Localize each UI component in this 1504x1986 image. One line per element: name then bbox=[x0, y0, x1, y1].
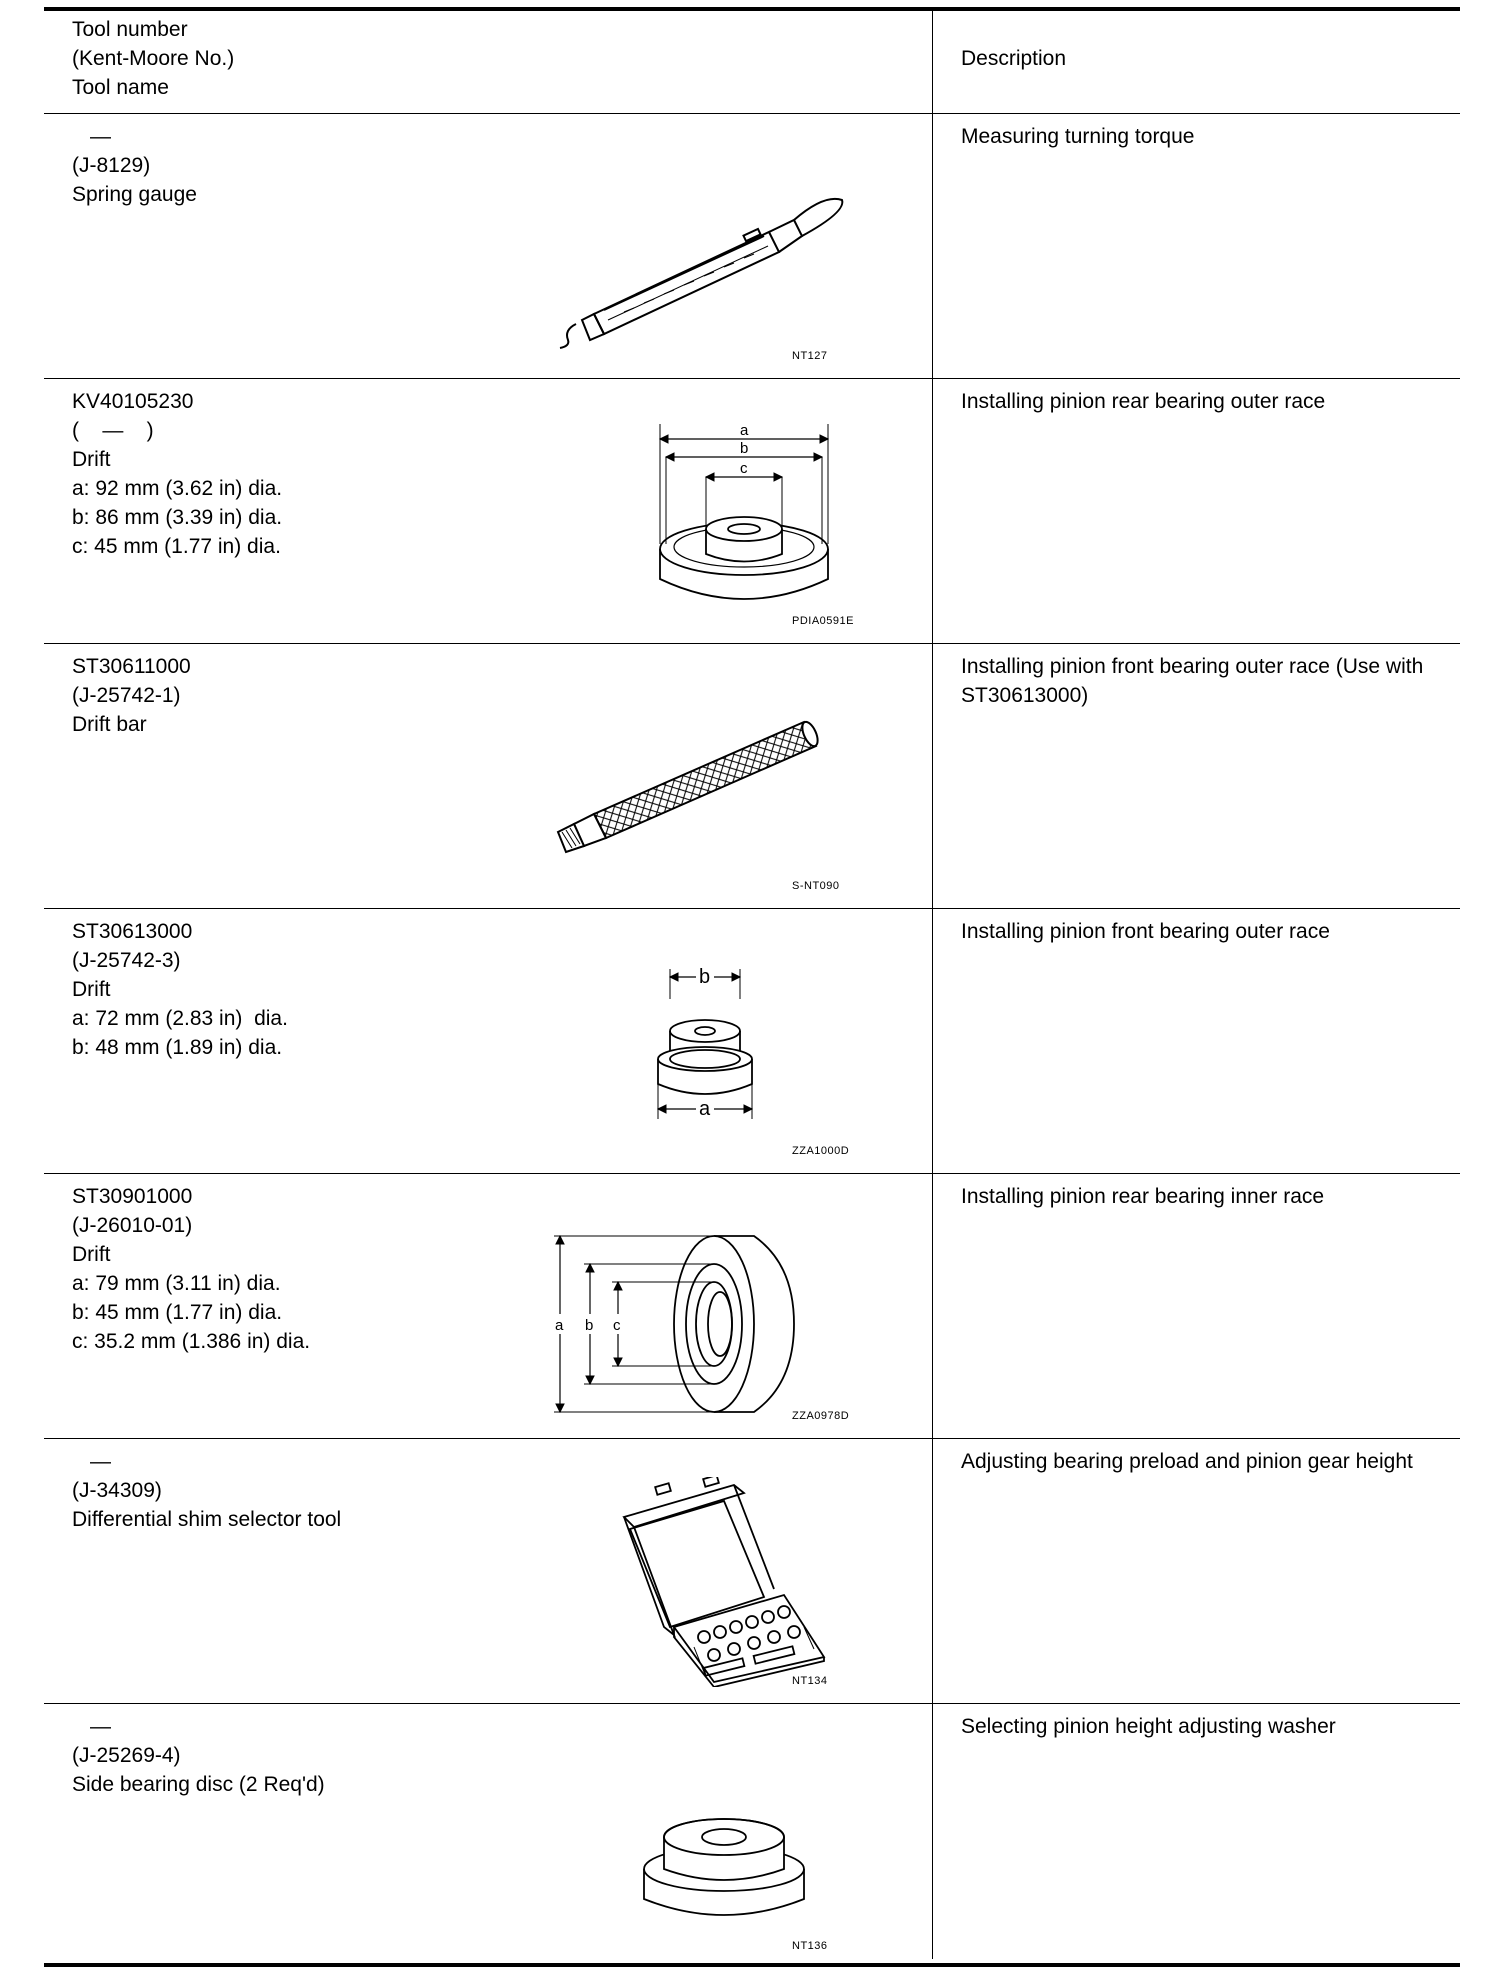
tool-name: Spring gauge bbox=[72, 183, 197, 206]
tool-description bbox=[961, 1712, 1441, 1741]
tool-description bbox=[961, 917, 1441, 946]
tool-dimension: c: 35.2 mm (1.386 in) dia. bbox=[72, 1330, 311, 1353]
tool-dimension: b: 45 mm (1.77 in) dia. bbox=[72, 1301, 283, 1324]
table-row bbox=[44, 909, 1460, 1174]
tool-dimension: b: 86 mm (3.39 in) dia. bbox=[72, 506, 283, 529]
figure-code: ZZA1000D bbox=[792, 1145, 850, 1157]
tool-number: ST30611000 bbox=[72, 655, 191, 678]
tool-kent-moore: (J-25269-4) bbox=[72, 1744, 181, 1767]
tool-name: Side bearing disc (2 Req'd) bbox=[72, 1773, 325, 1796]
tool-name: Differential shim selector tool bbox=[72, 1508, 342, 1531]
header-tool-number: Tool number bbox=[72, 18, 188, 41]
figure-code: PDIA0591E bbox=[792, 615, 854, 627]
description-text: Selecting pinion height adjusting washer bbox=[961, 1715, 1336, 1738]
spring-gauge-illustration bbox=[524, 174, 944, 354]
drift-illustration bbox=[644, 959, 784, 1129]
header-kent-moore: (Kent-Moore No.) bbox=[72, 47, 235, 70]
tool-identity bbox=[72, 917, 288, 1062]
figure-code: S-NT090 bbox=[792, 880, 840, 892]
header-description: Description bbox=[961, 47, 1067, 70]
drift-illustration bbox=[554, 1224, 854, 1424]
table-row bbox=[44, 379, 1460, 644]
dim-label-c: c bbox=[740, 460, 748, 477]
tool-dimension: a: 72 mm (2.83 in) dia. bbox=[72, 1007, 288, 1030]
tool-identity bbox=[72, 1712, 325, 1799]
tool-kent-moore: (J-25742-1) bbox=[72, 684, 181, 707]
tool-identity bbox=[72, 122, 197, 209]
tool-description bbox=[961, 122, 1441, 151]
dim-label-a: a bbox=[740, 422, 749, 439]
figure-code: NT136 bbox=[792, 1940, 828, 1952]
side-bearing-disc-illustration bbox=[629, 1799, 819, 1939]
tool-identity bbox=[72, 652, 191, 739]
description-text: Installing pinion rear bearing outer race bbox=[961, 390, 1326, 413]
description-text: Installing pinion front bearing outer race (Use with ST30613000) bbox=[961, 655, 1424, 707]
tool-number: — bbox=[90, 125, 111, 148]
tool-name: Drift bar bbox=[72, 713, 147, 736]
tool-kent-moore: (J-8129) bbox=[72, 154, 151, 177]
tool-number: — bbox=[90, 1450, 111, 1473]
table-row bbox=[44, 644, 1460, 909]
drift-bar-illustration bbox=[554, 714, 914, 864]
tool-kent-moore: ( — ) bbox=[72, 419, 154, 442]
tool-dimension: a: 79 mm (3.11 in) dia. bbox=[72, 1272, 281, 1295]
header-tool-name: Tool name bbox=[72, 76, 169, 99]
tool-dimension: c: 45 mm (1.77 in) dia. bbox=[72, 535, 281, 558]
description-text: Adjusting bearing preload and pinion gear height bbox=[961, 1450, 1413, 1473]
table-row bbox=[44, 1174, 1460, 1439]
tool-identity bbox=[72, 1182, 310, 1356]
dim-label-a: a bbox=[699, 1098, 711, 1120]
tool-description bbox=[961, 1447, 1441, 1476]
tool-kent-moore: (J-34309) bbox=[72, 1479, 162, 1502]
dim-label-b: b bbox=[585, 1317, 594, 1334]
table-row bbox=[44, 1704, 1460, 1969]
tool-name: Drift bbox=[72, 1243, 111, 1266]
tool-kent-moore: (J-26010-01) bbox=[72, 1214, 193, 1237]
tool-kent-moore: (J-25742-3) bbox=[72, 949, 181, 972]
table-header bbox=[44, 11, 1460, 114]
tool-number: ST30613000 bbox=[72, 920, 193, 943]
table-bottom-rule bbox=[44, 1963, 1460, 1967]
tool-name: Drift bbox=[72, 978, 111, 1001]
tool-dimension: a: 92 mm (3.62 in) dia. bbox=[72, 477, 283, 500]
drift-illustration bbox=[614, 419, 874, 619]
figure-code: ZZA0978D bbox=[792, 1410, 850, 1422]
tool-name: Drift bbox=[72, 448, 111, 471]
tool-number: ST30901000 bbox=[72, 1185, 193, 1208]
tool-description bbox=[961, 1182, 1441, 1211]
dim-label-a: a bbox=[555, 1317, 564, 1334]
figure-code: NT127 bbox=[792, 350, 828, 362]
table-row bbox=[44, 1439, 1460, 1704]
description-text: Installing pinion rear bearing inner race bbox=[961, 1185, 1325, 1208]
figure-code: NT134 bbox=[792, 1675, 828, 1687]
table-row bbox=[44, 114, 1460, 379]
description-text: Measuring turning torque bbox=[961, 125, 1195, 148]
tool-number: — bbox=[90, 1715, 111, 1738]
dim-label-c: c bbox=[613, 1317, 621, 1334]
shim-selector-case-illustration bbox=[594, 1477, 854, 1687]
header-tool-column bbox=[72, 15, 234, 102]
tool-dimension: b: 48 mm (1.89 in) dia. bbox=[72, 1036, 283, 1059]
tool-number: KV40105230 bbox=[72, 390, 194, 413]
tool-identity bbox=[72, 1447, 341, 1534]
dim-label-b: b bbox=[699, 966, 711, 988]
tool-identity bbox=[72, 387, 282, 561]
dim-label-b: b bbox=[740, 440, 749, 457]
tool-description bbox=[961, 387, 1441, 416]
tool-description bbox=[961, 652, 1441, 710]
description-text: Installing pinion front bearing outer race bbox=[961, 920, 1330, 943]
